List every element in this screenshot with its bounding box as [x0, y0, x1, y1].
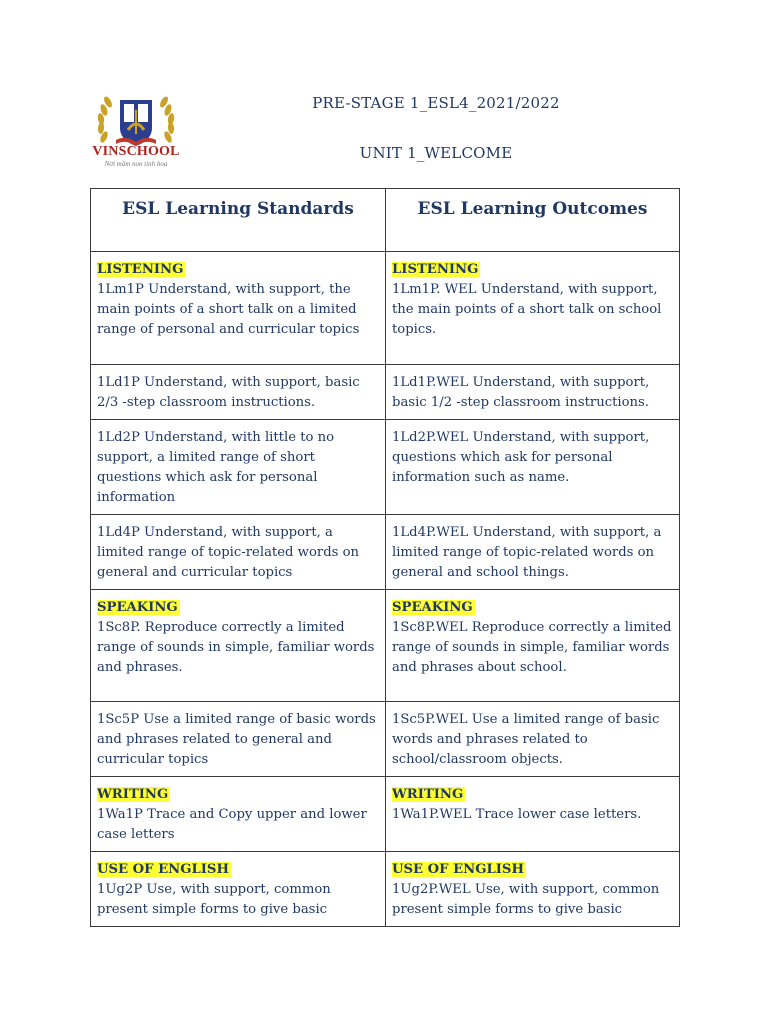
standard-cell	[91, 702, 386, 777]
table-row	[91, 590, 680, 702]
outcome-cell	[386, 590, 680, 702]
col-header-standards: ESL Learning Standards	[91, 189, 386, 252]
section-label: WRITING	[97, 787, 169, 802]
table-row	[91, 252, 680, 365]
standard-cell	[91, 252, 386, 365]
standard-cell	[91, 590, 386, 702]
standard-text: 1Sc8P. Reproduce correctly a limited range of sounds in simple, familiar words and phrases.	[97, 620, 375, 675]
standard-cell	[91, 420, 386, 515]
table-row	[91, 515, 680, 590]
standard-cell	[91, 852, 386, 927]
standard-text: 1Sc5P Use a limited range of basic words and phrases related to general and curricular topics	[97, 712, 376, 767]
section-label: SPEAKING	[392, 600, 473, 615]
document-title: PRE-STAGE 1_ESL4_2021/2022	[312, 94, 560, 112]
outcome-text: 1Ld2P.WEL Understand, with support, questions which ask for personal information such as name.	[392, 430, 650, 485]
standard-text: 1Ld2P Understand, with little to no support, a limited range of short questions which ask for personal information	[97, 430, 335, 505]
outcome-text: 1Ug2P.WEL Use, with support, common present simple forms to give basic	[392, 882, 660, 917]
table-row	[91, 365, 680, 420]
standard-text: 1Ug2P Use, with support, common present simple forms to give basic	[97, 882, 331, 917]
outcome-text: 1Ld1P.WEL Understand, with support, basic 1/2 -step classroom instructions.	[392, 375, 650, 410]
table-row	[91, 852, 680, 927]
unit-title: UNIT 1_WELCOME	[359, 144, 513, 162]
outcome-cell	[386, 702, 680, 777]
outcome-text: 1Ld4P.WEL Understand, with support, a limited range of topic-related words on general and school things.	[392, 525, 662, 580]
logo-brand: VINSCHOOL	[92, 144, 180, 159]
outcome-cell	[386, 515, 680, 590]
section-label: USE OF ENGLISH	[392, 862, 524, 877]
section-label: WRITING	[392, 787, 464, 802]
standard-cell	[91, 515, 386, 590]
standard-cell	[91, 777, 386, 852]
table-row	[91, 420, 680, 515]
standard-text: 1Lm1P Understand, with support, the main points of a short talk on a limited range of personal and curricular topics	[97, 282, 360, 337]
outcome-cell	[386, 420, 680, 515]
outcome-cell	[386, 252, 680, 365]
standard-cell	[91, 365, 386, 420]
standard-text: 1Ld4P Understand, with support, a limited range of topic-related words on general and curricular topics	[97, 525, 360, 580]
section-label: LISTENING	[97, 262, 184, 277]
outcome-text: 1Lm1P. WEL Understand, with support, the main points of a short talk on school topics.	[392, 282, 662, 337]
outcome-text: 1Sc8P.WEL Reproduce correctly a limited range of sounds in simple, familiar words and phrases about school.	[392, 620, 672, 675]
col-header-outcomes: ESL Learning Outcomes	[386, 189, 680, 252]
outcome-cell	[386, 365, 680, 420]
table-row	[91, 777, 680, 852]
outcome-text: 1Sc5P.WEL Use a limited range of basic words and phrases related to school/classroom objects.	[392, 712, 660, 767]
table-header-row	[91, 189, 680, 252]
outcome-cell	[386, 852, 680, 927]
standard-text: 1Ld1P Understand, with support, basic 2/3 -step classroom instructions.	[97, 375, 360, 410]
outcome-text: 1Wa1P.WEL Trace lower case letters.	[392, 807, 642, 822]
learning-standards-table	[90, 188, 680, 927]
vinschool-logo	[86, 88, 186, 172]
section-label: LISTENING	[392, 262, 479, 277]
table-row	[91, 702, 680, 777]
outcome-cell	[386, 777, 680, 852]
section-label: USE OF ENGLISH	[97, 862, 229, 877]
standard-text: 1Wa1P Trace and Copy upper and lower case letters	[97, 807, 367, 842]
logo-tagline: Nơi mầm non tinh hoa	[104, 160, 168, 168]
section-label: SPEAKING	[97, 600, 178, 615]
